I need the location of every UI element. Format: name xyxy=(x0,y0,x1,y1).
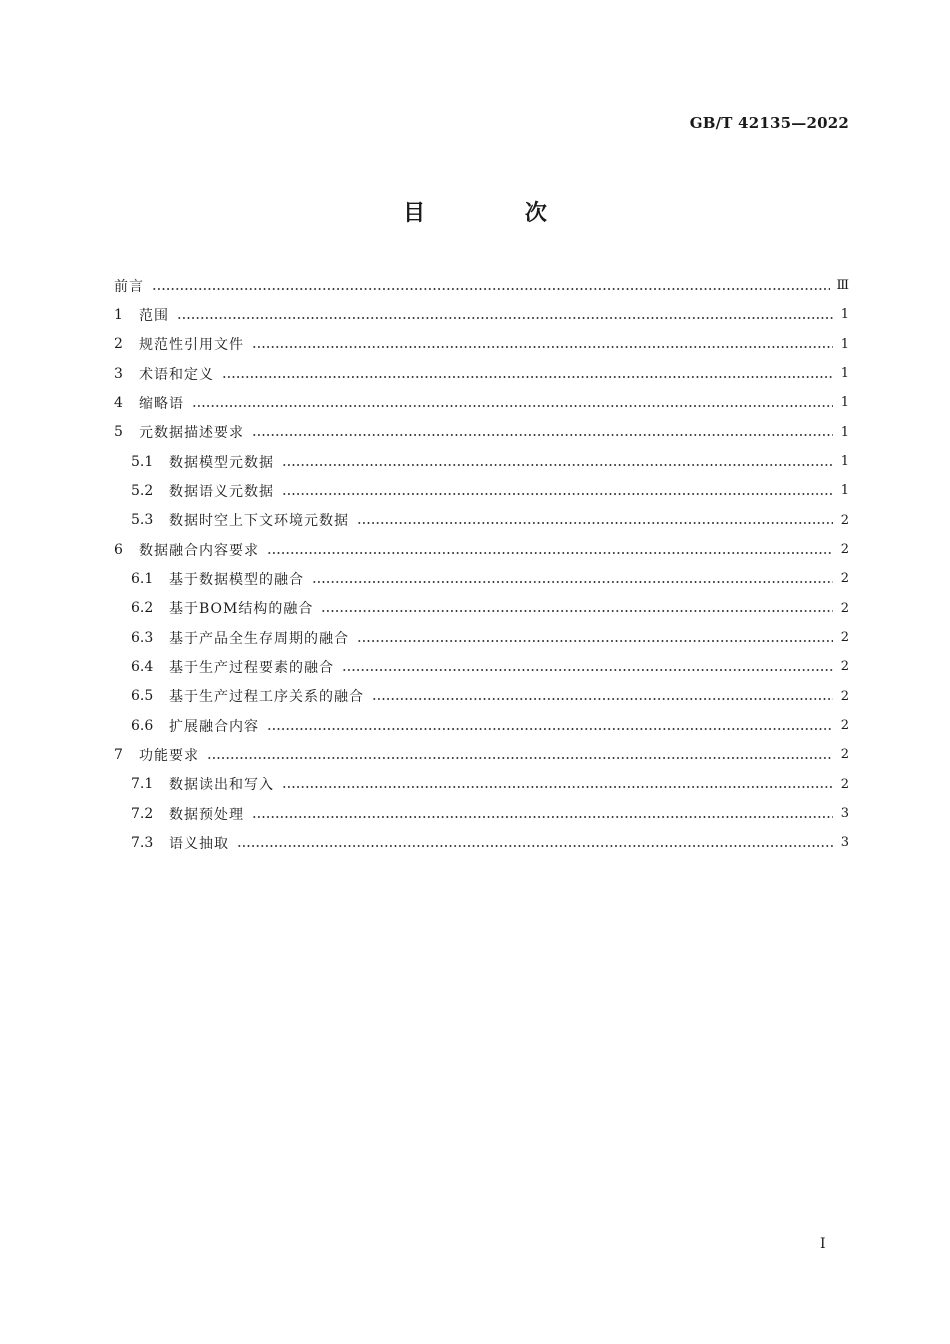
toc-leader-dots xyxy=(177,308,833,322)
page-number: I xyxy=(820,1236,826,1252)
toc-entry-page: 1 xyxy=(840,395,849,411)
document-id: GB/T 42135—2022 xyxy=(689,114,849,132)
toc-entry-title: 术语和定义 xyxy=(139,366,214,383)
toc-entry[interactable] xyxy=(114,300,849,329)
toc-leader-dots xyxy=(357,513,833,527)
toc-entry-title: 元数据描述要求 xyxy=(139,425,244,442)
page-title: 目 次 xyxy=(403,201,593,226)
toc-entry-title: 语义抽取 xyxy=(169,835,229,852)
toc-entry-page: 2 xyxy=(840,776,849,792)
toc-entry-page: 2 xyxy=(840,600,849,616)
toc-entry-title: 范围 xyxy=(139,307,169,324)
toc-entry-title: 数据时空上下文环境元数据 xyxy=(169,513,349,530)
toc-leader-dots xyxy=(321,601,833,615)
toc-entry-page: 2 xyxy=(840,688,849,704)
toc-entry[interactable] xyxy=(114,271,849,300)
toc-entry-number: 6.4 xyxy=(131,658,154,675)
toc-entry-number: 5.1 xyxy=(131,453,154,470)
toc-entry-page: 2 xyxy=(840,512,849,528)
toc-leader-dots xyxy=(267,719,833,733)
toc-entry-number: 6.2 xyxy=(131,600,154,617)
toc-leader-dots xyxy=(282,777,833,791)
toc-leader-dots xyxy=(252,425,833,439)
toc-entry-page: 3 xyxy=(840,806,849,822)
toc-entry-title: 数据语义元数据 xyxy=(169,483,274,500)
toc-entry-title: 基于生产过程工序关系的融合 xyxy=(169,689,364,706)
toc-entry[interactable] xyxy=(114,330,849,359)
toc-entry-number: 3 xyxy=(114,365,123,382)
toc-entry[interactable] xyxy=(114,623,849,652)
toc-entry-page: 2 xyxy=(840,571,849,587)
toc-entry-number: 5.3 xyxy=(131,512,154,529)
toc-leader-dots xyxy=(237,836,833,850)
toc-leader-dots xyxy=(222,367,833,381)
toc-entry-number: 7.2 xyxy=(131,805,154,822)
toc-entry-title: 基于生产过程要素的融合 xyxy=(169,659,334,676)
toc-entry-number: 4 xyxy=(114,394,123,411)
table-of-contents xyxy=(114,271,849,858)
toc-entry-number: 5 xyxy=(114,424,123,441)
toc-entry[interactable] xyxy=(114,682,849,711)
toc-entry-title: 规范性引用文件 xyxy=(139,337,244,354)
toc-entry[interactable] xyxy=(114,799,849,828)
toc-entry-page: 1 xyxy=(840,336,849,352)
toc-entry-page: 1 xyxy=(840,424,849,440)
toc-leader-dots xyxy=(282,484,833,498)
toc-entry-number: 7 xyxy=(114,746,123,763)
toc-entry-title: 数据融合内容要求 xyxy=(139,542,259,559)
toc-leader-dots xyxy=(252,337,833,351)
toc-entry-title: 数据读出和写入 xyxy=(169,777,274,794)
toc-entry-number: 7.3 xyxy=(131,834,154,851)
toc-entry-title: 缩略语 xyxy=(139,395,184,412)
toc-entry[interactable] xyxy=(114,535,849,564)
toc-entry-page: 1 xyxy=(840,454,849,470)
toc-entry-page: Ⅲ xyxy=(836,278,849,294)
toc-leader-dots xyxy=(357,631,833,645)
toc-entry-title: 前言 xyxy=(114,278,144,295)
toc-entry[interactable] xyxy=(114,476,849,505)
toc-leader-dots xyxy=(252,807,833,821)
toc-entry-page: 2 xyxy=(840,630,849,646)
toc-leader-dots xyxy=(282,455,833,469)
toc-entry[interactable] xyxy=(114,711,849,740)
toc-entry-title: 扩展融合内容 xyxy=(169,718,259,735)
toc-entry-number: 1 xyxy=(114,306,123,323)
toc-entry-number: 7.1 xyxy=(131,776,154,793)
toc-entry[interactable] xyxy=(114,828,849,857)
toc-entry-number: 6.3 xyxy=(131,629,154,646)
toc-entry[interactable] xyxy=(114,359,849,388)
toc-entry-title: 基于BOM结构的融合 xyxy=(169,601,314,618)
toc-leader-dots xyxy=(152,279,830,293)
toc-entry[interactable] xyxy=(114,388,849,417)
toc-entry-page: 2 xyxy=(840,542,849,558)
toc-entry-page: 2 xyxy=(840,747,849,763)
toc-leader-dots xyxy=(207,748,833,762)
toc-entry-title: 基于数据模型的融合 xyxy=(169,571,304,588)
toc-leader-dots xyxy=(312,572,833,586)
toc-entry-number: 6 xyxy=(114,541,123,558)
toc-entry-page: 2 xyxy=(840,718,849,734)
toc-entry-title: 基于产品全生存周期的融合 xyxy=(169,630,349,647)
toc-entry-number: 2 xyxy=(114,336,123,353)
toc-entry-title: 功能要求 xyxy=(139,747,199,764)
toc-leader-dots xyxy=(342,660,833,674)
toc-entry-number: 6.1 xyxy=(131,570,154,587)
toc-entry-number: 6.6 xyxy=(131,717,154,734)
toc-entry[interactable] xyxy=(114,564,849,593)
toc-entry-page: 1 xyxy=(840,366,849,382)
toc-leader-dots xyxy=(192,396,833,410)
toc-leader-dots xyxy=(372,689,833,703)
toc-entry[interactable] xyxy=(114,594,849,623)
toc-entry-number: 5.2 xyxy=(131,482,154,499)
toc-leader-dots xyxy=(267,543,833,557)
toc-entry-page: 1 xyxy=(840,483,849,499)
toc-entry-number: 6.5 xyxy=(131,688,154,705)
toc-entry-page: 1 xyxy=(840,307,849,323)
toc-entry-title: 数据模型元数据 xyxy=(169,454,274,471)
toc-entry[interactable] xyxy=(114,652,849,681)
toc-entry-page: 3 xyxy=(840,835,849,851)
toc-entry[interactable] xyxy=(114,506,849,535)
toc-entry[interactable] xyxy=(114,770,849,799)
toc-entry[interactable] xyxy=(114,418,849,447)
toc-entry[interactable] xyxy=(114,447,849,476)
toc-entry[interactable] xyxy=(114,740,849,769)
toc-entry-page: 2 xyxy=(840,659,849,675)
toc-entry-title: 数据预处理 xyxy=(169,806,244,823)
